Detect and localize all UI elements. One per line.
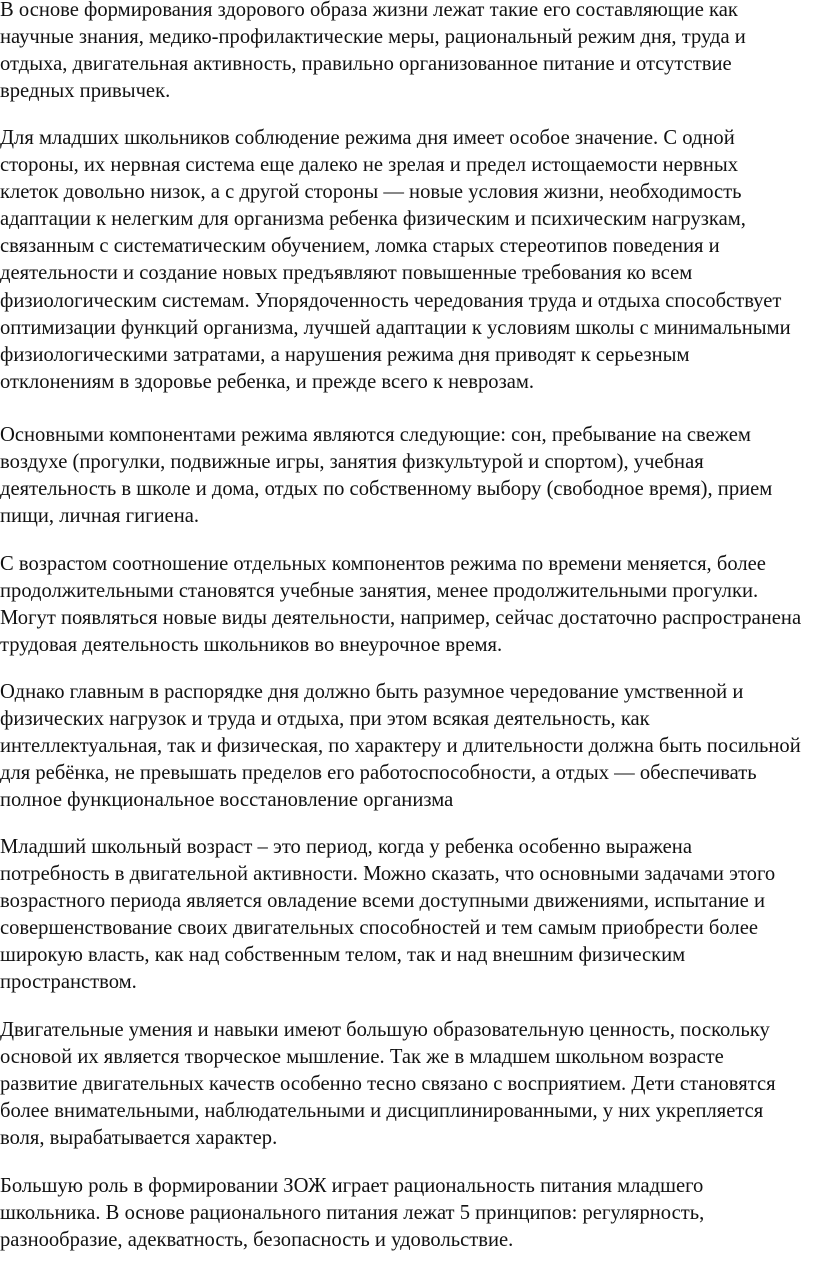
paragraph-alternation: Однако главным в распорядке дня должно быть разумное чередование умственной и физических нагрузок и труда и отдыха, при этом всякая деятельность, как интеллектуальная, так и физическая, по характеру и длительности должна быть посильной для ребёнка, не превышать пределов его работоспособности, а отдых — обеспечивать полное функциональное восстановление организма	[0, 681, 801, 812]
paragraph-daily-regime-importance: Для младших школьников соблюдение режима дня имеет особое значение. С одной стороны, их нервная система еще далеко не зрелая и предел истощаемости нервных клеток довольно низок, а с другой стороны — новые условия жизни, необходимость адаптации к нелегким для организма ребенка физическим и психическим нагрузкам, связанным с систематическим обучением, ломка старых стереотипов поведения и деятельности и создание новых предъявляют повышенные требования ко всем физиологическим системам. Упорядоченность чередования труда и отдыха способствует оптимизации функций организма, лучшей адаптации к условиям школы с минимальными физиологическими затратами, а нарушения режима дня приводят к серьезным отклонениям в здоровье ребенка, и прежде всего к неврозам.	[0, 127, 791, 393]
paragraph-age-changes: С возрастом соотношение отдельных компонентов режима по времени меняется, более продолжительными становятся учебные занятия, менее продолжительными прогулки. Могут появляться новые виды деятельности, например, сейчас достаточно распространена трудовая деятельность школьников во внеурочное время.	[0, 553, 802, 657]
paragraph-rational-nutrition: Большую роль в формировании ЗОЖ играет рациональность питания младшего школьника. В основе рационального питания лежат 5 принципов: регулярность, разнообразие, адекватность, безопасность и удовольствие.	[0, 1175, 705, 1252]
paragraph-motor-skills-value: Двигательные умения и навыки имеют большую образовательную ценность, поскольку основой их является творческое мышление. Так же в младшем школьном возрасте развитие двигательных качеств особенно тесно связано с восприятием. Дети становятся более внимательными, наблюдательными и дисциплинированными, у них укрепляется воля, вырабатывается характер.	[0, 1019, 776, 1150]
paragraph-motor-activity-need: Младший школьный возраст – это период, когда у ребенка особенно выражена потребность в двигательной активности. Можно сказать, что основными задачами этого возрастного периода является овладение всеми доступными движениями, испытание и совершенствование своих двигательных способностей и тем самым приобрести более широкую власть, как над собственным телом, так и над внешним физическим пространством.	[0, 836, 776, 994]
paragraph-regime-components: Основными компонентами режима являются следующие: сон, пребывание на свежем воздухе (прогулки, подвижные игры, занятия физкультурой и спортом), учебная деятельность в школе и дома, отдых по собственному выбору (свободное время), прием пищи, личная гигиена.	[0, 424, 773, 528]
paragraph-healthy-lifestyle-components: В основе формирования здорового образа жизни лежат такие его составляющие как научные знания, медико-профилактические меры, рациональный режим дня, труда и отдыха, двигательная активность, правильно организованное питание и отсутствие вредных привычек.	[0, 0, 746, 103]
